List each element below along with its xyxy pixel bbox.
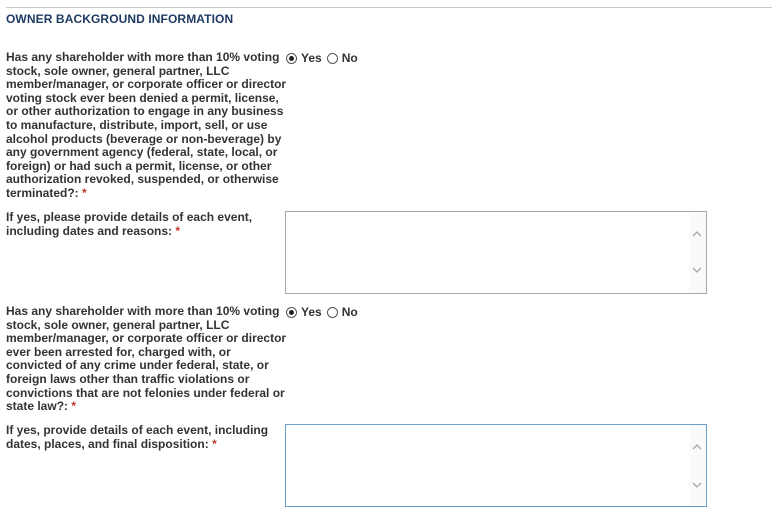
radio-selected-icon xyxy=(289,310,294,315)
question-text: Has any shareholder with more than 10% voting stock, sole owner, general partner, LLC member/manager, or corporate officer or director ever been arrested for, charged with, or convicted of any crime under federal, state, or foreign laws other than traffic violations or convictions that are not felonies under federal or state law?: xyxy=(6,304,287,414)
chevron-down-icon[interactable] xyxy=(692,265,702,275)
question-text: Has any shareholder with more than 10% voting stock, sole owner, general partner, LLC member/manager, or corporate officer or director voting stock ever been denied a permit, license, or other authorization to engage in any business to manufacture, distribute, import, sell, or use alcohol products (beverage or non-beverage) by any government agency (federal, state, local, or foreign) or had such a permit, license, or other authorization revoked, suspended, or otherwise terminated?: xyxy=(6,50,287,200)
yes-radio[interactable] xyxy=(286,307,297,318)
chevron-up-icon[interactable] xyxy=(692,229,702,239)
textarea-scrollbar[interactable] xyxy=(689,212,706,293)
chevron-up-icon[interactable] xyxy=(692,442,702,452)
details-disposition-textarea[interactable] xyxy=(285,424,707,507)
no-radio-label[interactable]: No xyxy=(341,51,358,65)
arrested-radio-group xyxy=(286,305,363,319)
no-radio[interactable] xyxy=(327,53,338,64)
question-denied-permit xyxy=(6,51,288,201)
details-label-text: If yes, please provide details of each event, including dates and reasons: xyxy=(6,210,253,238)
no-radio[interactable] xyxy=(327,307,338,318)
required-marker: * xyxy=(175,223,181,238)
details-label-text: If yes, provide details of each event, including dates, places, and final disposition: xyxy=(6,423,269,451)
section-title: OWNER BACKGROUND INFORMATION xyxy=(6,12,234,26)
required-marker: * xyxy=(212,436,217,451)
yes-radio-label[interactable]: Yes xyxy=(301,305,322,319)
required-marker: * xyxy=(82,185,87,200)
chevron-down-icon[interactable] xyxy=(692,480,702,490)
section-divider xyxy=(6,7,772,8)
question-arrested xyxy=(6,305,288,414)
details-label-disposition xyxy=(6,424,276,451)
yes-radio-label[interactable]: Yes xyxy=(301,51,322,65)
details-reasons-textarea[interactable] xyxy=(285,211,707,294)
required-marker: * xyxy=(71,399,77,414)
details-label-reasons xyxy=(6,211,266,238)
yes-radio[interactable] xyxy=(286,53,297,64)
radio-selected-icon xyxy=(289,56,294,61)
textarea-scrollbar[interactable] xyxy=(689,425,706,506)
no-radio-label[interactable]: No xyxy=(341,305,358,319)
denied-permit-radio-group xyxy=(286,51,363,65)
